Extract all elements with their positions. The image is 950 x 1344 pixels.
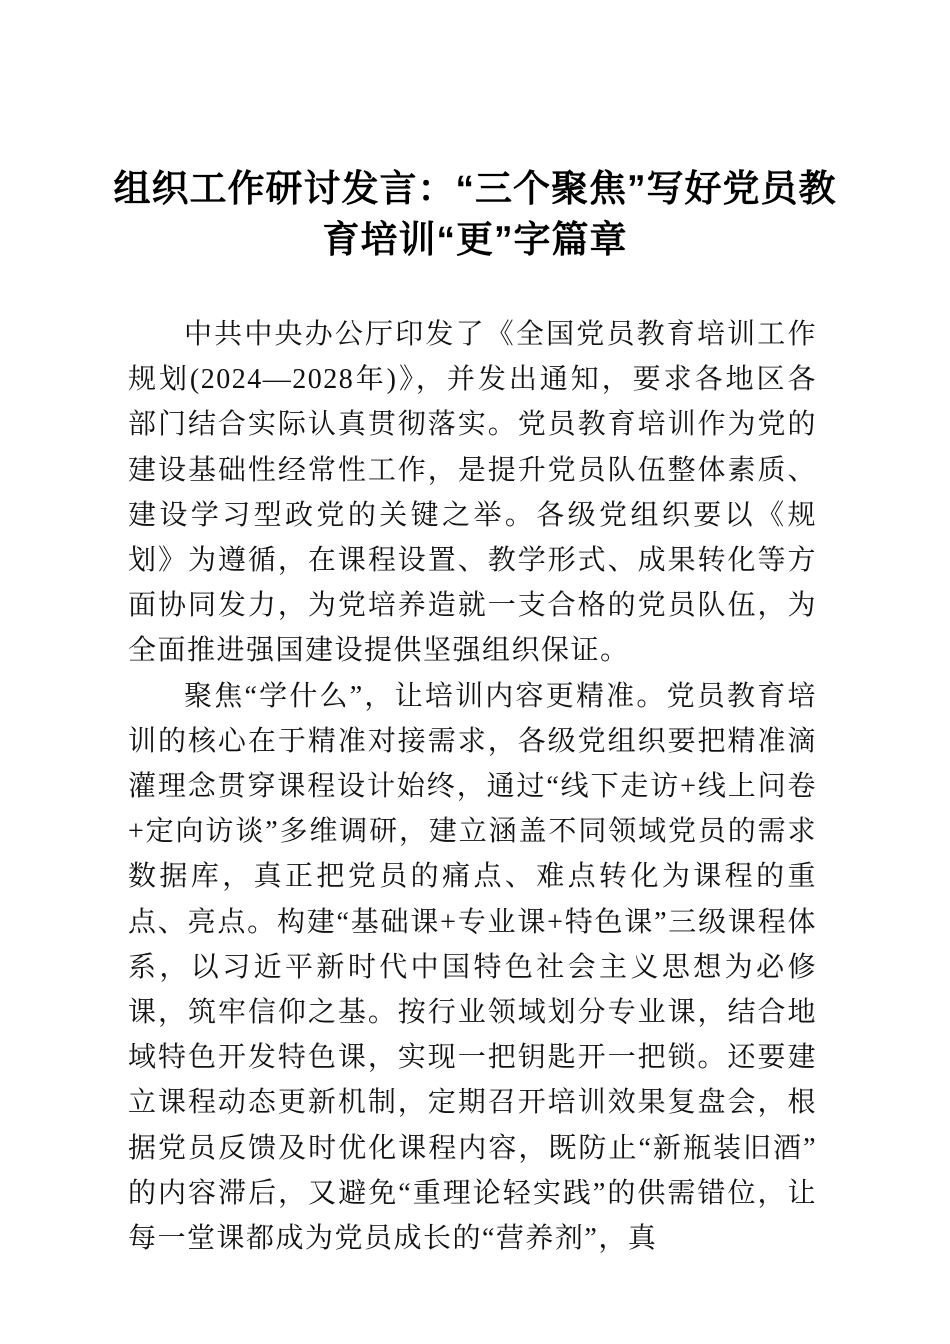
document-body	[0, 312, 950, 1261]
paragraph-intro: 中共中央办公厅印发了《全国党员教育培训工作规划(2024—2028年)》，并发出通知，要求各地区各部门结合实际认真贯彻落实。党员教育培训作为党的建设基础性经常性工作，是提升党员队伍整体素质、建设学习型政党的关键之举。各级党组织要以《规划》为遵循，在课程设置、教学形式、成果转化等方面协同发力，为党培养造就一支合格的党员队伍，为全面推进强国建设提供坚强组织保证。	[128, 319, 817, 667]
document-title: 组织工作研讨发言：“三个聚焦”写好党员教育培训“更”字篇章	[113, 168, 837, 260]
paragraph-focus-learning: 聚焦“学什么”，让培训内容更精准。党员教育培训的核心在于精准对接需求，各级党组织要把精准滴灌理念贯穿课程设计始终，通过“线下走访+线上问卷+定向访谈”多维调研，建立涵盖不同领域党员的需求数据库，真正把党员的痛点、难点转化为课程的重点、亮点。构建“基础课+专业课+特色课”三级课程体系，以习近平新时代中国特色社会主义思想为必修课，筑牢信仰之基。按行业领域划分专业课，结合地域特色开发特色课，实现一把钥匙开一把锁。还要建立课程动态更新机制，定期召开培训效果复盘会，根据党员反馈及时优化课程内容，既防止“新瓶装旧酒”的内容滞后，又避免“重理论轻实践”的供需错位，让每一堂课都成为党员成长的“营养剂”，真	[128, 680, 817, 1255]
